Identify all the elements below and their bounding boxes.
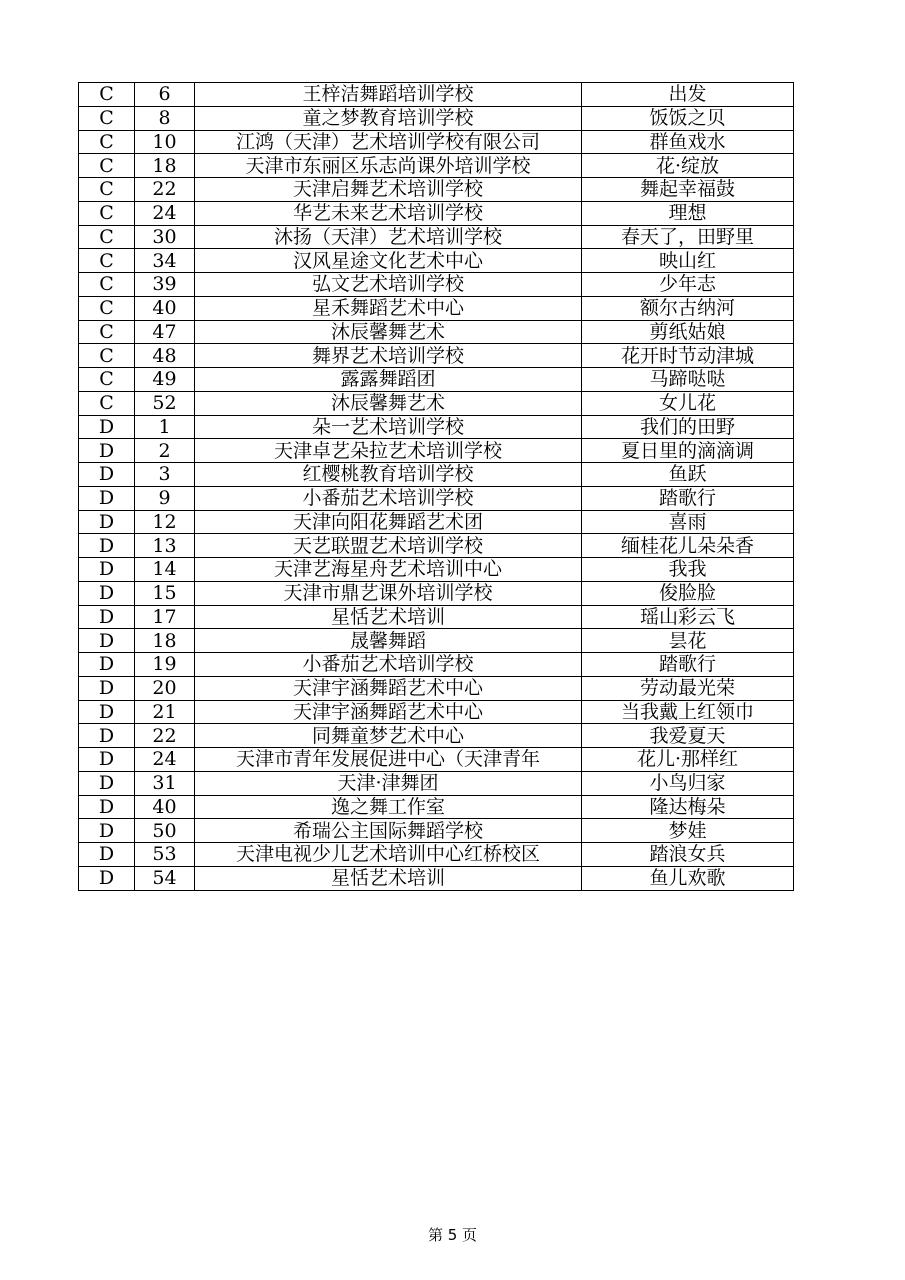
number-cell: 39: [135, 273, 195, 297]
work-title-cell: 我我: [582, 558, 794, 582]
number-cell: 2: [135, 439, 195, 463]
page-number: 第 5 页: [427, 1226, 478, 1244]
school-name-cell: 沐扬（天津）艺术培训学校: [195, 225, 582, 249]
table-row: [79, 463, 794, 487]
table-body: [79, 83, 794, 891]
school-name-cell: 沐辰馨舞艺术: [195, 320, 582, 344]
number-cell: 40: [135, 296, 195, 320]
table-row: [79, 296, 794, 320]
group-cell: D: [79, 653, 135, 677]
school-name-cell: 舞界艺术培训学校: [195, 344, 582, 368]
school-name-cell: 红樱桃教育培训学校: [195, 463, 582, 487]
group-cell: C: [79, 320, 135, 344]
school-name-cell: 天津启舞艺术培训学校: [195, 178, 582, 202]
group-cell: D: [79, 771, 135, 795]
group-cell: C: [79, 391, 135, 415]
table-row: [79, 558, 794, 582]
group-cell: C: [79, 249, 135, 273]
table-row: [79, 819, 794, 843]
school-name-cell: 星禾舞蹈艺术中心: [195, 296, 582, 320]
school-name-cell: 天津宇涵舞蹈艺术中心: [195, 676, 582, 700]
group-cell: C: [79, 344, 135, 368]
group-cell: C: [79, 225, 135, 249]
work-title-cell: 踏歌行: [582, 653, 794, 677]
group-cell: D: [79, 534, 135, 558]
work-title-cell: 小鸟归家: [582, 771, 794, 795]
group-cell: D: [79, 843, 135, 867]
program-table: [78, 82, 794, 891]
number-cell: 8: [135, 106, 195, 130]
work-title-cell: 我们的田野: [582, 415, 794, 439]
work-title-cell: 俊脸脸: [582, 581, 794, 605]
number-cell: 13: [135, 534, 195, 558]
group-cell: C: [79, 273, 135, 297]
school-name-cell: 小番茄艺术培训学校: [195, 653, 582, 677]
school-name-cell: 天津电视少儿艺术培训中心红桥校区: [195, 843, 582, 867]
work-title-cell: 饭饭之贝: [582, 106, 794, 130]
table-row: [79, 724, 794, 748]
number-cell: 48: [135, 344, 195, 368]
table-row: [79, 368, 794, 392]
number-cell: 1: [135, 415, 195, 439]
work-title-cell: 缅桂花儿朵朵香: [582, 534, 794, 558]
table-row: [79, 154, 794, 178]
table-row: [79, 581, 794, 605]
work-title-cell: 舞起幸福鼓: [582, 178, 794, 202]
group-cell: D: [79, 510, 135, 534]
school-name-cell: 星恬艺术培训: [195, 866, 582, 890]
group-cell: D: [79, 581, 135, 605]
work-title-cell: 额尔古纳河: [582, 296, 794, 320]
table-row: [79, 130, 794, 154]
table-row: [79, 225, 794, 249]
school-name-cell: 弘文艺术培训学校: [195, 273, 582, 297]
school-name-cell: 天津宇涵舞蹈艺术中心: [195, 700, 582, 724]
table-row: [79, 106, 794, 130]
school-name-cell: 逸之舞工作室: [195, 795, 582, 819]
work-title-cell: 鱼跃: [582, 463, 794, 487]
table-row: [79, 320, 794, 344]
work-title-cell: 昙花: [582, 629, 794, 653]
number-cell: 24: [135, 748, 195, 772]
work-title-cell: 当我戴上红领巾: [582, 700, 794, 724]
number-cell: 20: [135, 676, 195, 700]
table-row: [79, 201, 794, 225]
table-row: [79, 676, 794, 700]
group-cell: C: [79, 296, 135, 320]
number-cell: 47: [135, 320, 195, 344]
number-cell: 50: [135, 819, 195, 843]
school-name-cell: 希瑞公主国际舞蹈学校: [195, 819, 582, 843]
number-cell: 17: [135, 605, 195, 629]
school-name-cell: 童之梦教育培训学校: [195, 106, 582, 130]
work-title-cell: 春天了，田野里: [582, 225, 794, 249]
group-cell: C: [79, 130, 135, 154]
school-name-cell: 星恬艺术培训: [195, 605, 582, 629]
group-cell: D: [79, 795, 135, 819]
school-name-cell: 汉风星途文化艺术中心: [195, 249, 582, 273]
table-row: [79, 178, 794, 202]
school-name-cell: 天津市鼎艺课外培训学校: [195, 581, 582, 605]
table-row: [79, 653, 794, 677]
number-cell: 10: [135, 130, 195, 154]
group-cell: C: [79, 106, 135, 130]
number-cell: 18: [135, 154, 195, 178]
group-cell: D: [79, 724, 135, 748]
work-title-cell: 隆达梅朵: [582, 795, 794, 819]
school-name-cell: 王梓洁舞蹈培训学校: [195, 83, 582, 107]
work-title-cell: 劳动最光荣: [582, 676, 794, 700]
group-cell: D: [79, 629, 135, 653]
table-row: [79, 629, 794, 653]
table-row: [79, 795, 794, 819]
school-name-cell: 小番茄艺术培训学校: [195, 486, 582, 510]
school-name-cell: 晟馨舞蹈: [195, 629, 582, 653]
group-cell: C: [79, 368, 135, 392]
work-title-cell: 映山红: [582, 249, 794, 273]
work-title-cell: 马蹄哒哒: [582, 368, 794, 392]
table-row: [79, 439, 794, 463]
school-name-cell: 天津·津舞团: [195, 771, 582, 795]
group-cell: D: [79, 700, 135, 724]
work-title-cell: 踏浪女兵: [582, 843, 794, 867]
table-row: [79, 534, 794, 558]
table-row: [79, 605, 794, 629]
number-cell: 34: [135, 249, 195, 273]
table-row: [79, 391, 794, 415]
number-cell: 31: [135, 771, 195, 795]
group-cell: C: [79, 178, 135, 202]
work-title-cell: 出发: [582, 83, 794, 107]
school-name-cell: 沐辰馨舞艺术: [195, 391, 582, 415]
school-name-cell: 华艺未来艺术培训学校: [195, 201, 582, 225]
group-cell: D: [79, 463, 135, 487]
work-title-cell: 花儿·那样红: [582, 748, 794, 772]
number-cell: 19: [135, 653, 195, 677]
work-title-cell: 鱼儿欢歌: [582, 866, 794, 890]
group-cell: D: [79, 486, 135, 510]
group-cell: C: [79, 201, 135, 225]
table-row: [79, 83, 794, 107]
number-cell: 52: [135, 391, 195, 415]
number-cell: 30: [135, 225, 195, 249]
school-name-cell: 天津艺海星舟艺术培训中心: [195, 558, 582, 582]
group-cell: D: [79, 748, 135, 772]
number-cell: 54: [135, 866, 195, 890]
work-title-cell: 少年志: [582, 273, 794, 297]
table-row: [79, 415, 794, 439]
table-row: [79, 843, 794, 867]
work-title-cell: 剪纸姑娘: [582, 320, 794, 344]
number-cell: 40: [135, 795, 195, 819]
group-cell: D: [79, 439, 135, 463]
school-name-cell: 朵一艺术培训学校: [195, 415, 582, 439]
table-row: [79, 771, 794, 795]
number-cell: 24: [135, 201, 195, 225]
number-cell: 14: [135, 558, 195, 582]
school-name-cell: 露露舞蹈团: [195, 368, 582, 392]
school-name-cell: 天津卓艺朵拉艺术培训学校: [195, 439, 582, 463]
group-cell: C: [79, 83, 135, 107]
table-row: [79, 510, 794, 534]
group-cell: D: [79, 415, 135, 439]
table-row: [79, 700, 794, 724]
number-cell: 53: [135, 843, 195, 867]
work-title-cell: 群鱼戏水: [582, 130, 794, 154]
number-cell: 9: [135, 486, 195, 510]
school-name-cell: 天艺联盟艺术培训学校: [195, 534, 582, 558]
table-row: [79, 344, 794, 368]
school-name-cell: 天津市东丽区乐志尚课外培训学校: [195, 154, 582, 178]
work-title-cell: 瑶山彩云飞: [582, 605, 794, 629]
work-title-cell: 女儿花: [582, 391, 794, 415]
work-title-cell: 踏歌行: [582, 486, 794, 510]
school-name-cell: 江鸿（天津）艺术培训学校有限公司: [195, 130, 582, 154]
work-title-cell: 理想: [582, 201, 794, 225]
table-row: [79, 273, 794, 297]
number-cell: 21: [135, 700, 195, 724]
work-title-cell: 喜雨: [582, 510, 794, 534]
work-title-cell: 花·绽放: [582, 154, 794, 178]
group-cell: D: [79, 605, 135, 629]
number-cell: 3: [135, 463, 195, 487]
number-cell: 18: [135, 629, 195, 653]
group-cell: D: [79, 676, 135, 700]
table-row: [79, 486, 794, 510]
number-cell: 22: [135, 724, 195, 748]
number-cell: 15: [135, 581, 195, 605]
work-title-cell: 梦娃: [582, 819, 794, 843]
number-cell: 49: [135, 368, 195, 392]
work-title-cell: 花开时节动津城: [582, 344, 794, 368]
table-row: [79, 748, 794, 772]
number-cell: 12: [135, 510, 195, 534]
table-row: [79, 866, 794, 890]
group-cell: C: [79, 154, 135, 178]
number-cell: 6: [135, 83, 195, 107]
school-name-cell: 天津市青年发展促进中心（天津青年: [195, 748, 582, 772]
group-cell: D: [79, 866, 135, 890]
school-name-cell: 天津向阳花舞蹈艺术团: [195, 510, 582, 534]
table-row: [79, 249, 794, 273]
work-title-cell: 我爱夏天: [582, 724, 794, 748]
number-cell: 22: [135, 178, 195, 202]
work-title-cell: 夏日里的滴滴调: [582, 439, 794, 463]
group-cell: D: [79, 819, 135, 843]
school-name-cell: 同舞童梦艺术中心: [195, 724, 582, 748]
group-cell: D: [79, 558, 135, 582]
